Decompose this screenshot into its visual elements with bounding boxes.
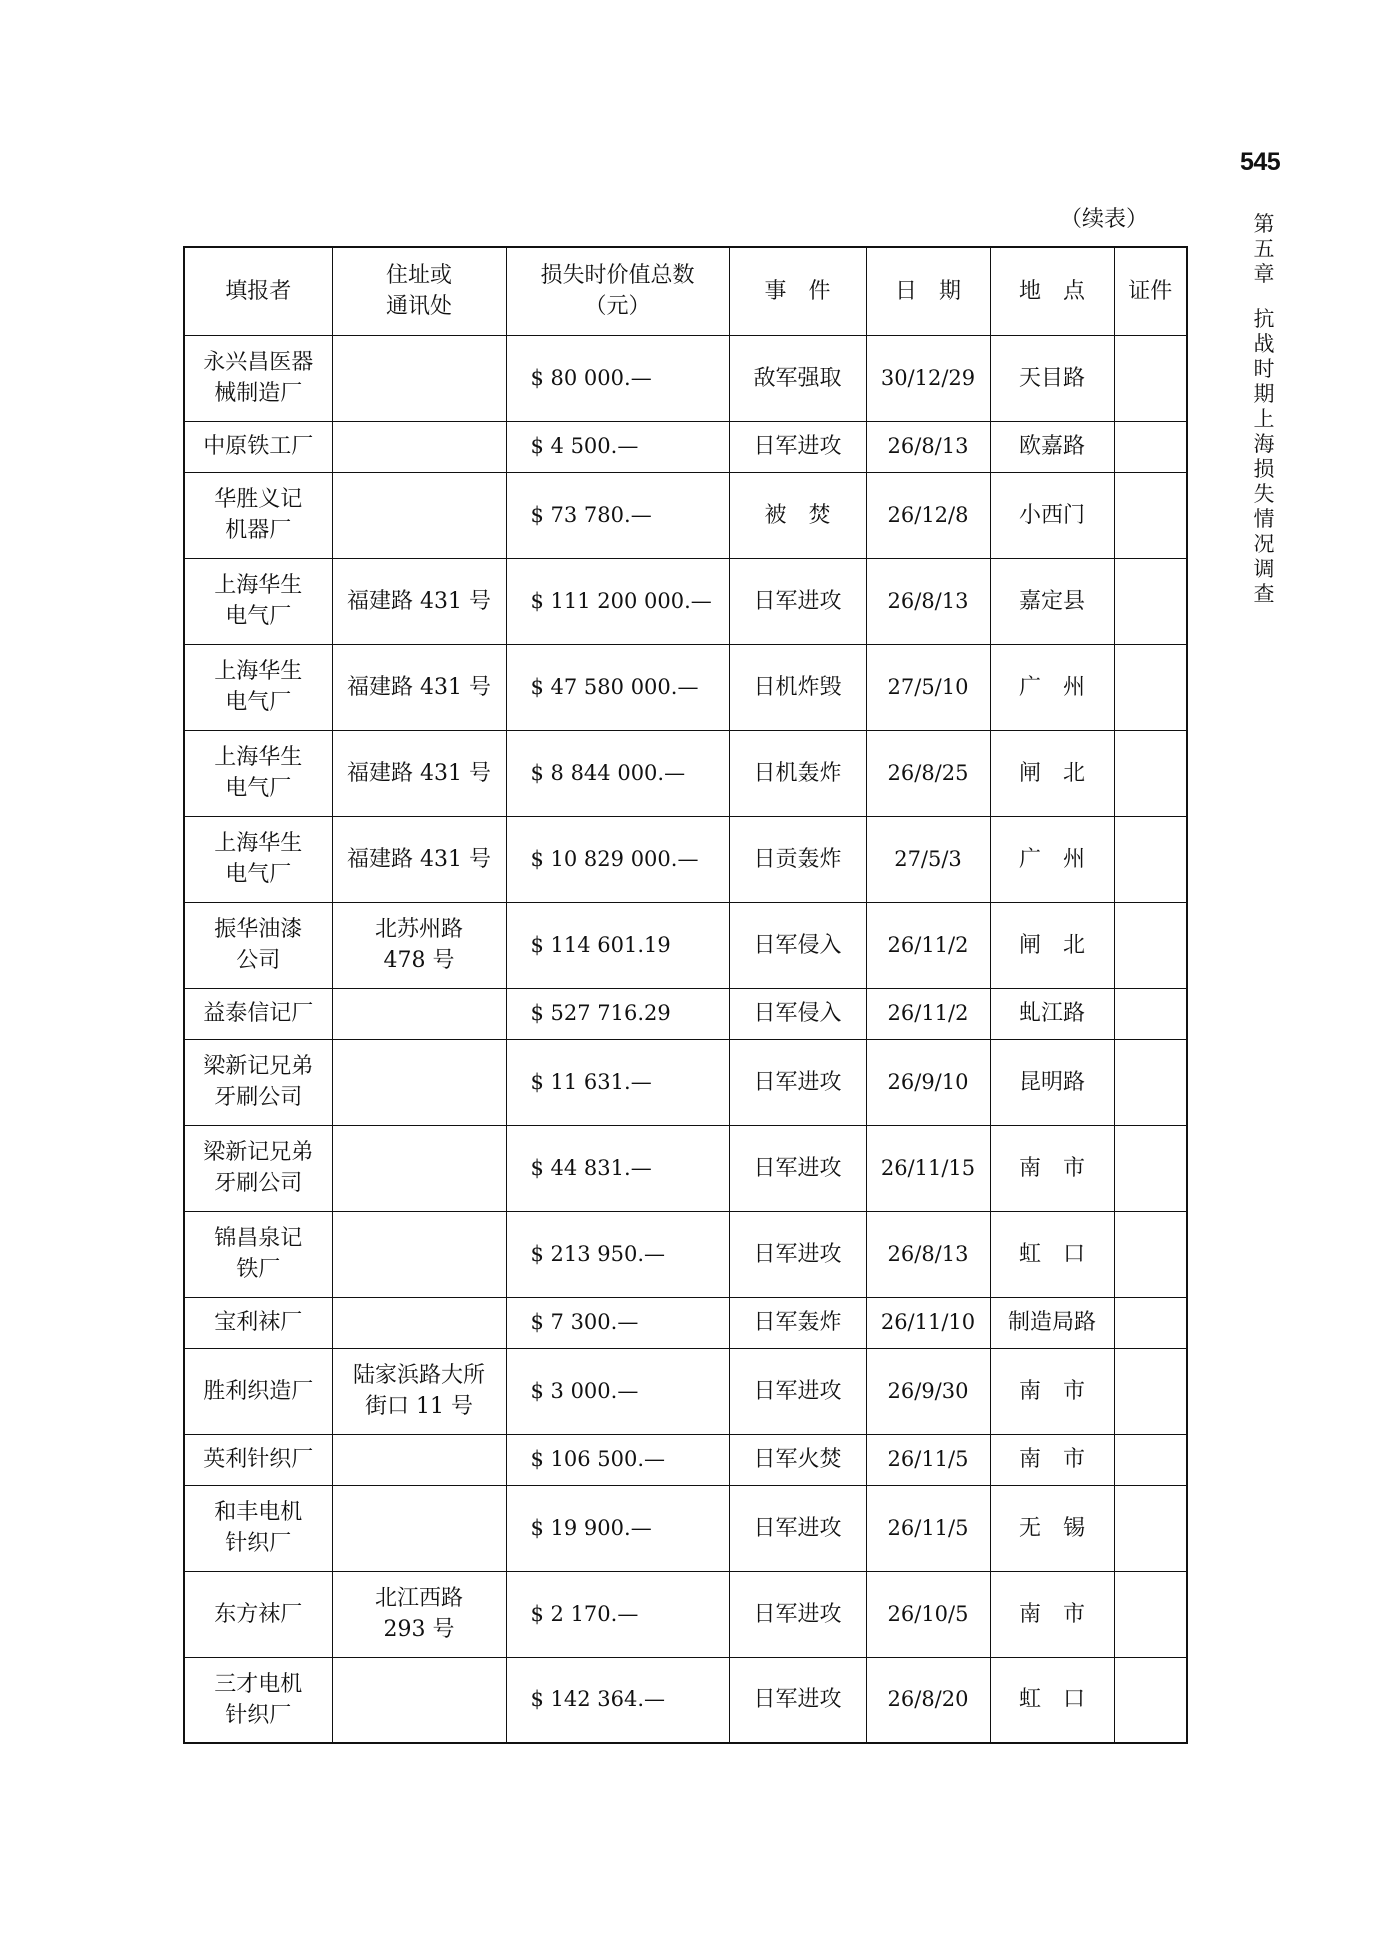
cell-reporter: 益泰信记厂 — [184, 988, 332, 1039]
table-row — [184, 1039, 1187, 1125]
table-row — [184, 1348, 1187, 1434]
cell-document — [1114, 730, 1187, 816]
cell-location: 广 州 — [990, 816, 1114, 902]
cell-reporter: 华胜义记 机器厂 — [184, 472, 332, 558]
title-char: 情 — [1253, 507, 1275, 531]
cell-date: 26/8/20 — [866, 1657, 990, 1743]
chapter-char: 章 — [1253, 262, 1275, 286]
header-date: 日 期 — [866, 247, 990, 335]
cell-date: 26/11/2 — [866, 902, 990, 988]
cell-location: 嘉定县 — [990, 558, 1114, 644]
title-char: 失 — [1253, 482, 1275, 506]
cell-event: 日军侵入 — [729, 902, 866, 988]
cell-event: 日军进攻 — [729, 1348, 866, 1434]
cell-event: 日军进攻 — [729, 558, 866, 644]
cell-value: $ 527 716.29 — [506, 988, 729, 1039]
cell-reporter: 永兴昌医器 械制造厂 — [184, 335, 332, 421]
cell-reporter: 和丰电机 针织厂 — [184, 1485, 332, 1571]
cell-reporter: 梁新记兄弟 牙刷公司 — [184, 1039, 332, 1125]
cell-value: $ 19 900.— — [506, 1485, 729, 1571]
title-char: 况 — [1253, 532, 1275, 556]
cell-event: 日军进攻 — [729, 1571, 866, 1657]
cell-date: 26/12/8 — [866, 472, 990, 558]
cell-date: 26/8/13 — [866, 421, 990, 472]
chapter-char: 第 — [1253, 212, 1275, 236]
cell-event: 日军侵入 — [729, 988, 866, 1039]
cell-document — [1114, 1039, 1187, 1125]
cell-value: $ 106 500.— — [506, 1434, 729, 1485]
cell-value: $ 47 580 000.— — [506, 644, 729, 730]
cell-event: 日军进攻 — [729, 1485, 866, 1571]
table-row — [184, 472, 1187, 558]
cell-reporter: 梁新记兄弟 牙刷公司 — [184, 1125, 332, 1211]
cell-event: 日贡轰炸 — [729, 816, 866, 902]
cell-date: 26/11/10 — [866, 1297, 990, 1348]
table-row — [184, 1485, 1187, 1571]
cell-document — [1114, 335, 1187, 421]
cell-event: 日军进攻 — [729, 421, 866, 472]
cell-reporter: 上海华生 电气厂 — [184, 558, 332, 644]
title-char: 时 — [1253, 357, 1275, 381]
cell-date: 26/11/5 — [866, 1434, 990, 1485]
cell-value: $ 10 829 000.— — [506, 816, 729, 902]
cell-address — [332, 1039, 506, 1125]
cell-document — [1114, 1657, 1187, 1743]
table-row — [184, 421, 1187, 472]
cell-date: 26/10/5 — [866, 1571, 990, 1657]
cell-document — [1114, 1125, 1187, 1211]
cell-document — [1114, 558, 1187, 644]
cell-value: $ 8 844 000.— — [506, 730, 729, 816]
cell-value: $ 111 200 000.— — [506, 558, 729, 644]
cell-reporter: 三才电机 针织厂 — [184, 1657, 332, 1743]
cell-document — [1114, 472, 1187, 558]
table-row — [184, 1125, 1187, 1211]
cell-address: 北苏州路 478 号 — [332, 902, 506, 988]
header-value: 损失时价值总数 （元） — [506, 247, 729, 335]
cell-location: 虹 口 — [990, 1211, 1114, 1297]
cell-address: 福建路 431 号 — [332, 644, 506, 730]
header-reporter: 填报者 — [184, 247, 332, 335]
chapter-label — [1254, 212, 1275, 287]
loss-table — [183, 246, 1188, 1744]
cell-location: 制造局路 — [990, 1297, 1114, 1348]
cell-address — [332, 335, 506, 421]
chapter-title — [1254, 307, 1275, 607]
table-row — [184, 1571, 1187, 1657]
cell-address — [332, 472, 506, 558]
cell-location: 闸 北 — [990, 730, 1114, 816]
cell-reporter: 中原铁工厂 — [184, 421, 332, 472]
cell-location: 昆明路 — [990, 1039, 1114, 1125]
cell-address — [332, 988, 506, 1039]
cell-date: 27/5/3 — [866, 816, 990, 902]
cell-event: 日军进攻 — [729, 1211, 866, 1297]
cell-reporter: 锦昌泉记 铁厂 — [184, 1211, 332, 1297]
table-row — [184, 335, 1187, 421]
cell-event: 日军进攻 — [729, 1657, 866, 1743]
cell-document — [1114, 902, 1187, 988]
cell-event: 日机轰炸 — [729, 730, 866, 816]
cell-location: 南 市 — [990, 1125, 1114, 1211]
cell-document — [1114, 1297, 1187, 1348]
chapter-char: 五 — [1253, 237, 1275, 261]
title-char: 海 — [1253, 432, 1275, 456]
title-char: 查 — [1253, 582, 1275, 606]
cell-event: 被 焚 — [729, 472, 866, 558]
cell-date: 26/9/30 — [866, 1348, 990, 1434]
cell-address: 陆家浜路大所 街口 11 号 — [332, 1348, 506, 1434]
table-row — [184, 558, 1187, 644]
cell-value: $ 80 000.— — [506, 335, 729, 421]
table-row — [184, 988, 1187, 1039]
cell-reporter: 上海华生 电气厂 — [184, 644, 332, 730]
title-char: 战 — [1253, 332, 1275, 356]
cell-date: 26/11/15 — [866, 1125, 990, 1211]
cell-date: 30/12/29 — [866, 335, 990, 421]
cell-address — [332, 1657, 506, 1743]
cell-value: $ 73 780.— — [506, 472, 729, 558]
cell-reporter: 上海华生 电气厂 — [184, 730, 332, 816]
cell-value: $ 213 950.— — [506, 1211, 729, 1297]
cell-value: $ 114 601.19 — [506, 902, 729, 988]
cell-address — [332, 421, 506, 472]
cell-document — [1114, 1434, 1187, 1485]
cell-location: 南 市 — [990, 1348, 1114, 1434]
page-number: 545 — [1240, 148, 1281, 176]
cell-document — [1114, 644, 1187, 730]
cell-document — [1114, 816, 1187, 902]
cell-event: 日军轰炸 — [729, 1297, 866, 1348]
table-row — [184, 816, 1187, 902]
cell-address — [332, 1211, 506, 1297]
table-row — [184, 1434, 1187, 1485]
cell-event: 敌军强取 — [729, 335, 866, 421]
cell-location: 虹 口 — [990, 1657, 1114, 1743]
cell-document — [1114, 1348, 1187, 1434]
cell-reporter: 英利针织厂 — [184, 1434, 332, 1485]
cell-date: 26/8/13 — [866, 1211, 990, 1297]
header-location: 地 点 — [990, 247, 1114, 335]
cell-location: 南 市 — [990, 1434, 1114, 1485]
cell-location: 南 市 — [990, 1571, 1114, 1657]
cell-address: 北江西路 293 号 — [332, 1571, 506, 1657]
cell-event: 日机炸毁 — [729, 644, 866, 730]
cell-date: 26/11/2 — [866, 988, 990, 1039]
title-char: 损 — [1253, 457, 1275, 481]
cell-address: 福建路 431 号 — [332, 558, 506, 644]
table-row — [184, 644, 1187, 730]
cell-address: 福建路 431 号 — [332, 816, 506, 902]
cell-reporter: 东方袜厂 — [184, 1571, 332, 1657]
cell-date: 26/9/10 — [866, 1039, 990, 1125]
cell-address — [332, 1434, 506, 1485]
cell-event: 日军火焚 — [729, 1434, 866, 1485]
cell-document — [1114, 988, 1187, 1039]
cell-event: 日军进攻 — [729, 1039, 866, 1125]
table-row — [184, 1657, 1187, 1743]
cell-event: 日军进攻 — [729, 1125, 866, 1211]
cell-address — [332, 1125, 506, 1211]
cell-document — [1114, 421, 1187, 472]
cell-value: $ 2 170.— — [506, 1571, 729, 1657]
cell-location: 虬江路 — [990, 988, 1114, 1039]
cell-address: 福建路 431 号 — [332, 730, 506, 816]
cell-value: $ 4 500.— — [506, 421, 729, 472]
cell-location: 闸 北 — [990, 902, 1114, 988]
cell-date: 26/8/25 — [866, 730, 990, 816]
cell-date: 26/11/5 — [866, 1485, 990, 1571]
header-document: 证件 — [1114, 247, 1187, 335]
table-row — [184, 1297, 1187, 1348]
continued-label: （续表） — [1060, 207, 1149, 232]
table-row — [184, 902, 1187, 988]
cell-reporter: 上海华生 电气厂 — [184, 816, 332, 902]
running-header — [1250, 212, 1278, 607]
cell-location: 无 锡 — [990, 1485, 1114, 1571]
table-row — [184, 1211, 1187, 1297]
cell-address — [332, 1297, 506, 1348]
table-row — [184, 730, 1187, 816]
title-char: 上 — [1253, 407, 1275, 431]
cell-date: 26/8/13 — [866, 558, 990, 644]
cell-location: 天目路 — [990, 335, 1114, 421]
header-row — [184, 247, 1187, 335]
cell-value: $ 11 631.— — [506, 1039, 729, 1125]
cell-location: 欧嘉路 — [990, 421, 1114, 472]
cell-address — [332, 1485, 506, 1571]
title-char: 调 — [1253, 557, 1275, 581]
cell-reporter: 振华油漆 公司 — [184, 902, 332, 988]
cell-date: 27/5/10 — [866, 644, 990, 730]
title-char: 抗 — [1253, 307, 1275, 331]
cell-reporter: 胜利织造厂 — [184, 1348, 332, 1434]
cell-location: 广 州 — [990, 644, 1114, 730]
cell-value: $ 142 364.— — [506, 1657, 729, 1743]
header-event: 事 件 — [729, 247, 866, 335]
title-char: 期 — [1253, 382, 1275, 406]
header-address: 住址或 通讯处 — [332, 247, 506, 335]
cell-document — [1114, 1571, 1187, 1657]
cell-document — [1114, 1211, 1187, 1297]
cell-location: 小西门 — [990, 472, 1114, 558]
cell-value: $ 7 300.— — [506, 1297, 729, 1348]
cell-reporter: 宝利袜厂 — [184, 1297, 332, 1348]
cell-value: $ 3 000.— — [506, 1348, 729, 1434]
cell-document — [1114, 1485, 1187, 1571]
cell-value: $ 44 831.— — [506, 1125, 729, 1211]
